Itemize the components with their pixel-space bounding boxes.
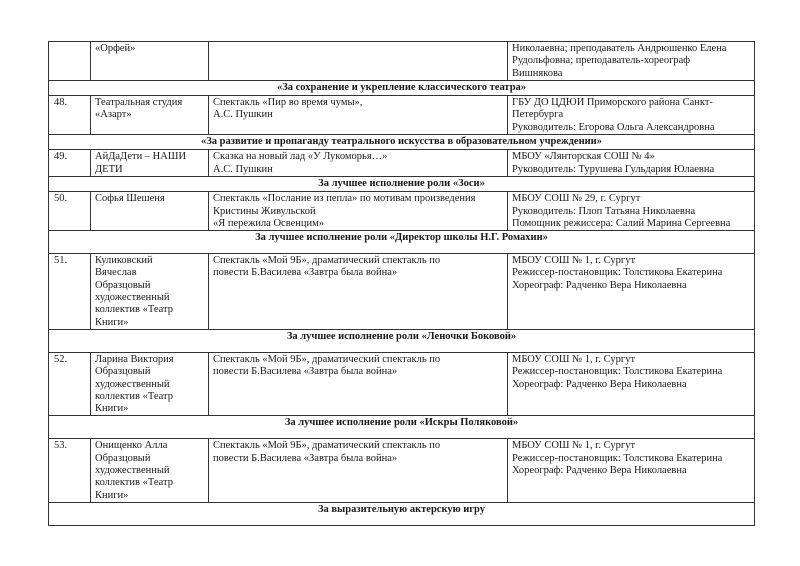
organization-cell — [508, 150, 755, 177]
performance-line: Спектакль «Пир во время чумы», — [213, 97, 363, 109]
performance-cell — [209, 352, 508, 415]
participant-line: ДЕТИ — [95, 163, 123, 175]
participant-line: Книги» — [95, 489, 129, 501]
participant-line: Онищенко Алла — [95, 440, 168, 452]
participant-cell — [91, 96, 209, 135]
performance-line: Спектакль «Мой 9Б», драматический спектакль по — [213, 353, 441, 365]
organization-line: Хореограф: Радченко Вера Николаевна — [512, 465, 687, 477]
section-header-education-promotion — [49, 135, 755, 150]
organization-line: Режиссер-постановщик: Толстикова Екатерина — [512, 267, 723, 279]
participant-line: АйДаДети – НАШИ — [95, 151, 187, 163]
organization-cell — [508, 192, 755, 231]
performance-line: повести Б.Василева «Завтра была война» — [213, 267, 398, 279]
section-header-lenochka-role — [49, 329, 755, 352]
organization-line: ГБУ ДО ЦДЮИ Приморского района Санкт- — [512, 97, 713, 109]
section-header-iskra-role — [49, 416, 755, 439]
performance-cell — [209, 439, 508, 502]
organization-cell — [508, 352, 755, 415]
organization-line: МБОУ СОШ № 1, г. Сургут — [512, 353, 636, 365]
table-row-53 — [49, 439, 755, 502]
participant-line: Книги» — [95, 316, 129, 328]
organization-line: Рудольфовна; преподаватель-хореограф — [512, 55, 691, 67]
performance-line: Сказка на новый лад «У Лукоморья…» — [213, 151, 388, 163]
performance-cell — [209, 254, 508, 330]
organization-line: МБОУ «Лянторская СОШ № 4» — [512, 151, 655, 163]
entry-number: 48. — [49, 96, 91, 135]
participant-line: Образцовый — [95, 279, 151, 291]
participant-line: художественный — [95, 378, 170, 390]
participant-cell — [91, 192, 209, 231]
section-title: За выразительную актерскую игру — [49, 502, 755, 525]
entry-number: 50. — [49, 192, 91, 231]
table-row-49 — [49, 150, 755, 177]
performance-line: повести Б.Василева «Завтра была война» — [213, 452, 398, 464]
organization-line: Вишнякова — [512, 67, 563, 79]
participant-cell — [91, 439, 209, 502]
participant-cell — [91, 42, 209, 81]
section-header-director-role — [49, 231, 755, 254]
organization-line: МБОУ СОШ № 1, г. Сургут — [512, 255, 636, 267]
performance-cell — [209, 96, 508, 135]
participant-line: коллектив «Театр — [95, 390, 173, 402]
organization-line: МБОУ СОШ № 29, г. Сургут — [512, 193, 641, 205]
participant-cell — [91, 254, 209, 330]
performance-cell — [209, 192, 508, 231]
organization-line: Режиссер-постановщик: Толстикова Екатерина — [512, 366, 723, 378]
table-row-50 — [49, 192, 755, 231]
section-header-zosya-role — [49, 176, 755, 191]
participant-line: художественный — [95, 465, 170, 477]
participant-line: Ларина Виктория — [95, 353, 174, 365]
section-header-expressive-acting — [49, 502, 755, 525]
participant-line: Образцовый — [95, 452, 151, 464]
section-title: За лучшее исполнение роли «Искры Поляковой» — [49, 416, 755, 439]
participant-line: Софья Шешеня — [95, 193, 165, 205]
organization-line: Руководитель: Турушева Гульдария Юлаевна — [512, 163, 715, 175]
organization-cell — [508, 254, 755, 330]
participant-line: Театральная студия — [95, 97, 183, 109]
organization-cell — [508, 96, 755, 135]
table-row-52 — [49, 352, 755, 415]
entry-number — [49, 42, 91, 81]
organization-cell — [508, 439, 755, 502]
participant-line: «Азарт» — [95, 109, 132, 121]
section-title: За лучшее исполнение роли «Директор школы Н.Г. Ромахин» — [49, 231, 755, 254]
awards-table — [48, 41, 755, 526]
participant-line: коллектив «Театр — [95, 304, 173, 316]
organization-cell — [508, 42, 755, 81]
document-page — [48, 41, 754, 526]
organization-line: Руководитель: Плоп Татьяна Николаевна — [512, 205, 696, 217]
organization-line: Режиссер-постановщик: Толстикова Екатерина — [512, 452, 723, 464]
table-row-51 — [49, 254, 755, 330]
entry-number: 53. — [49, 439, 91, 502]
performance-line: Спектакль «Послание из пепла» по мотивам произведения — [213, 193, 476, 205]
section-title: За лучшее исполнение роли «Леночки Боковой» — [49, 329, 755, 352]
section-header-classic-theatre — [49, 80, 755, 95]
performance-line: Спектакль «Мой 9Б», драматический спектакль по — [213, 255, 441, 267]
table-row-continuation — [49, 42, 755, 81]
organization-line: Хореограф: Радченко Вера Николаевна — [512, 279, 687, 291]
table-row-48 — [49, 96, 755, 135]
entry-number: 49. — [49, 150, 91, 177]
performance-line: Кристины Живульской — [213, 205, 316, 217]
participant-line: Куликовский — [95, 255, 153, 267]
performance-line: «Я пережила Освенцим» — [213, 217, 325, 229]
performance-line: Спектакль «Мой 9Б», драматический спектакль по — [213, 440, 441, 452]
participant-line: художественный — [95, 292, 170, 304]
organization-line: Хореограф: Радченко Вера Николаевна — [512, 378, 687, 390]
participant-line: «Орфей» — [95, 43, 136, 54]
performance-line: А.С. Пушкин — [213, 109, 273, 121]
performance-cell — [209, 150, 508, 177]
participant-line: Книги» — [95, 403, 129, 415]
organization-line: Николаевна; преподаватель Андрюшенко Елена — [512, 43, 727, 54]
entry-number: 51. — [49, 254, 91, 330]
section-title: «За развитие и пропаганду театрального искусства в образовательном учреждении» — [49, 135, 755, 150]
participant-line: Вячеслав — [95, 267, 137, 279]
organization-line: Петербурга — [512, 109, 564, 121]
participant-cell — [91, 150, 209, 177]
section-title: «За сохранение и укрепление классического театра» — [49, 80, 755, 95]
organization-line: Помощник режиссера: Салий Марина Сергеевна — [512, 217, 731, 229]
participant-cell — [91, 352, 209, 415]
performance-line: А.С. Пушкин — [213, 163, 273, 175]
entry-number: 52. — [49, 352, 91, 415]
organization-line: Руководитель: Егорова Ольга Александровна — [512, 121, 715, 133]
organization-line: МБОУ СОШ № 1, г. Сургут — [512, 440, 636, 452]
performance-line: повести Б.Василева «Завтра была война» — [213, 366, 398, 378]
section-title: За лучшее исполнение роли «Зоси» — [49, 176, 755, 191]
performance-cell — [209, 42, 508, 81]
participant-line: Образцовый — [95, 366, 151, 378]
participant-line: коллектив «Театр — [95, 477, 173, 489]
